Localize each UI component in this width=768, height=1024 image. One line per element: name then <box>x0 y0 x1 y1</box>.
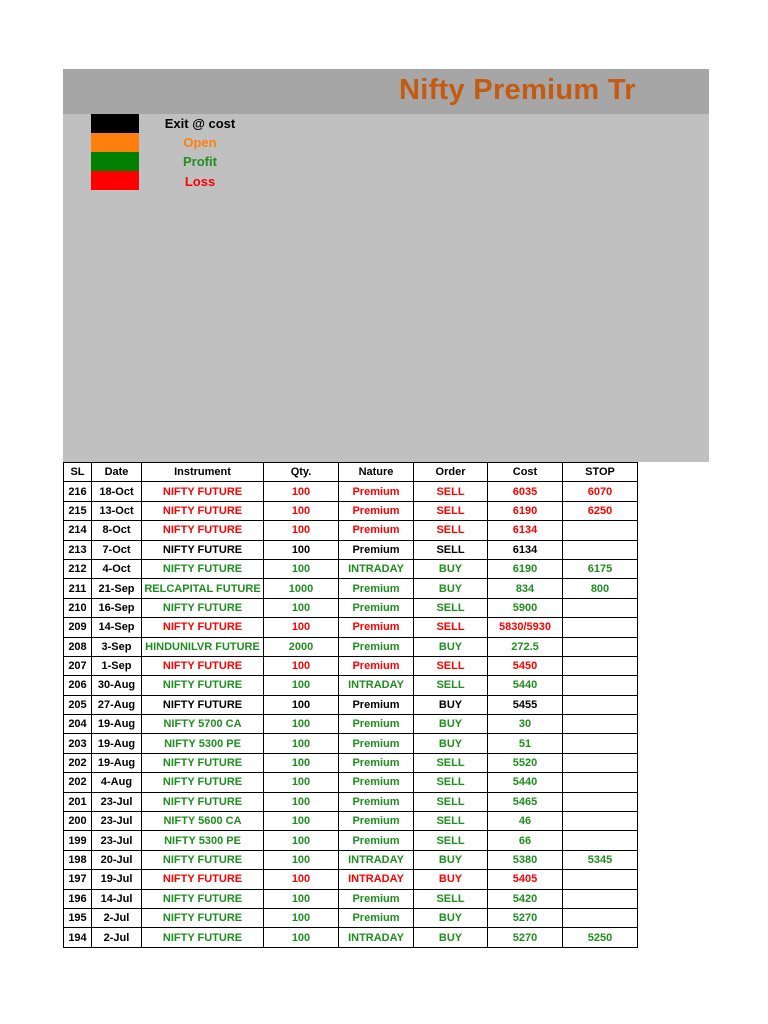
cell-sl: 211 <box>64 579 92 598</box>
cell-cost: 6035 <box>488 482 563 501</box>
cell-order: BUY <box>414 928 488 947</box>
cell-instrument: NIFTY FUTURE <box>142 656 264 675</box>
cell-nature: Premium <box>339 501 414 520</box>
cell-stop <box>563 812 638 831</box>
cell-qty: 100 <box>264 850 339 869</box>
cell-cost: 834 <box>488 579 563 598</box>
cell-qty: 100 <box>264 812 339 831</box>
cell-date: 23-Jul <box>92 812 142 831</box>
cell-qty: 100 <box>264 715 339 734</box>
cell-qty: 100 <box>264 676 339 695</box>
cell-stop: 800 <box>563 579 638 598</box>
cell-nature: Premium <box>339 579 414 598</box>
legend-swatch-profit <box>91 152 139 171</box>
cell-sl: 196 <box>64 889 92 908</box>
cell-cost: 5465 <box>488 792 563 811</box>
cell-qty: 100 <box>264 521 339 540</box>
legend-swatch-exit <box>91 114 139 133</box>
cell-nature: Premium <box>339 734 414 753</box>
table-row <box>64 889 638 908</box>
cell-nature: Premium <box>339 773 414 792</box>
table-row <box>64 850 638 869</box>
cell-instrument: NIFTY FUTURE <box>142 850 264 869</box>
cell-nature: Premium <box>339 637 414 656</box>
cell-sl: 200 <box>64 812 92 831</box>
cell-qty: 100 <box>264 870 339 889</box>
cell-order: BUY <box>414 637 488 656</box>
header-stop: STOP <box>563 463 638 482</box>
cell-stop <box>563 889 638 908</box>
cell-sl: 202 <box>64 773 92 792</box>
cell-date: 16-Sep <box>92 598 142 617</box>
cell-sl: 215 <box>64 501 92 520</box>
table-row <box>64 831 638 850</box>
cell-sl: 212 <box>64 559 92 578</box>
cell-sl: 216 <box>64 482 92 501</box>
cell-stop <box>563 734 638 753</box>
cell-cost: 6134 <box>488 540 563 559</box>
header-qty: Qty. <box>264 463 339 482</box>
cell-sl: 203 <box>64 734 92 753</box>
table-row <box>64 715 638 734</box>
cell-stop <box>563 715 638 734</box>
table-row <box>64 579 638 598</box>
cell-sl: 209 <box>64 618 92 637</box>
table-row <box>64 773 638 792</box>
cell-sl: 202 <box>64 753 92 772</box>
cell-stop: 6250 <box>563 501 638 520</box>
cell-cost: 6190 <box>488 501 563 520</box>
cell-instrument: NIFTY FUTURE <box>142 908 264 927</box>
cell-cost: 51 <box>488 734 563 753</box>
cell-nature: INTRADAY <box>339 928 414 947</box>
cell-nature: Premium <box>339 908 414 927</box>
cell-qty: 100 <box>264 501 339 520</box>
cell-sl: 195 <box>64 908 92 927</box>
cell-sl: 194 <box>64 928 92 947</box>
cell-instrument: NIFTY 5300 PE <box>142 734 264 753</box>
cell-date: 4-Aug <box>92 773 142 792</box>
cell-qty: 100 <box>264 695 339 714</box>
cell-stop: 5345 <box>563 850 638 869</box>
legend-label-profit: Profit <box>183 154 217 169</box>
table-header-row <box>64 463 638 482</box>
cell-qty: 100 <box>264 773 339 792</box>
page-title: Nifty Premium Tr <box>399 74 636 106</box>
cell-sl: 198 <box>64 850 92 869</box>
table-row <box>64 618 638 637</box>
cell-cost: 5440 <box>488 773 563 792</box>
legend-panel <box>63 114 709 462</box>
header-cost: Cost <box>488 463 563 482</box>
cell-instrument: NIFTY FUTURE <box>142 773 264 792</box>
cell-order: SELL <box>414 482 488 501</box>
cell-date: 7-Oct <box>92 540 142 559</box>
cell-stop <box>563 870 638 889</box>
cell-instrument: NIFTY 5700 CA <box>142 715 264 734</box>
cell-instrument: NIFTY 5600 CA <box>142 812 264 831</box>
cell-date: 4-Oct <box>92 559 142 578</box>
cell-cost: 5455 <box>488 695 563 714</box>
cell-date: 18-Oct <box>92 482 142 501</box>
legend-label-loss: Loss <box>184 174 216 189</box>
cell-nature: Premium <box>339 521 414 540</box>
cell-cost: 5270 <box>488 928 563 947</box>
cell-order: SELL <box>414 753 488 772</box>
cell-qty: 100 <box>264 753 339 772</box>
cell-order: SELL <box>414 792 488 811</box>
cell-cost: 5450 <box>488 656 563 675</box>
cell-sl: 197 <box>64 870 92 889</box>
table-row <box>64 908 638 927</box>
cell-date: 20-Jul <box>92 850 142 869</box>
cell-nature: Premium <box>339 889 414 908</box>
cell-nature: Premium <box>339 598 414 617</box>
cell-nature: Premium <box>339 618 414 637</box>
cell-date: 23-Jul <box>92 831 142 850</box>
cell-nature: Premium <box>339 540 414 559</box>
cell-stop <box>563 540 638 559</box>
cell-stop: 6070 <box>563 482 638 501</box>
cell-stop <box>563 656 638 675</box>
cell-qty: 1000 <box>264 579 339 598</box>
cell-nature: Premium <box>339 753 414 772</box>
cell-nature: INTRADAY <box>339 870 414 889</box>
cell-nature: INTRADAY <box>339 850 414 869</box>
cell-sl: 207 <box>64 656 92 675</box>
cell-qty: 100 <box>264 656 339 675</box>
cell-stop <box>563 831 638 850</box>
cell-stop: 6175 <box>563 559 638 578</box>
cell-cost: 5405 <box>488 870 563 889</box>
cell-sl: 214 <box>64 521 92 540</box>
cell-qty: 100 <box>264 889 339 908</box>
trades-table <box>63 462 638 948</box>
cell-date: 3-Sep <box>92 637 142 656</box>
cell-instrument: NIFTY FUTURE <box>142 792 264 811</box>
table-row <box>64 656 638 675</box>
cell-order: BUY <box>414 695 488 714</box>
cell-nature: Premium <box>339 792 414 811</box>
cell-qty: 100 <box>264 928 339 947</box>
cell-order: BUY <box>414 870 488 889</box>
cell-instrument: NIFTY FUTURE <box>142 928 264 947</box>
cell-date: 8-Oct <box>92 521 142 540</box>
cell-sl: 213 <box>64 540 92 559</box>
cell-sl: 210 <box>64 598 92 617</box>
cell-order: BUY <box>414 734 488 753</box>
cell-nature: Premium <box>339 715 414 734</box>
cell-cost: 6190 <box>488 559 563 578</box>
cell-cost: 5420 <box>488 889 563 908</box>
cell-order: SELL <box>414 773 488 792</box>
title-bar <box>63 69 709 114</box>
table-row <box>64 695 638 714</box>
cell-instrument: NIFTY 5300 PE <box>142 831 264 850</box>
cell-stop <box>563 637 638 656</box>
table-row <box>64 734 638 753</box>
cell-cost: 30 <box>488 715 563 734</box>
legend-swatch-loss <box>91 171 139 190</box>
cell-date: 19-Aug <box>92 715 142 734</box>
cell-qty: 100 <box>264 792 339 811</box>
cell-qty: 100 <box>264 482 339 501</box>
cell-date: 27-Aug <box>92 695 142 714</box>
cell-order: SELL <box>414 501 488 520</box>
cell-stop <box>563 753 638 772</box>
cell-sl: 201 <box>64 792 92 811</box>
cell-order: SELL <box>414 540 488 559</box>
cell-date: 13-Oct <box>92 501 142 520</box>
cell-order: SELL <box>414 676 488 695</box>
cell-instrument: RELCAPITAL FUTURE <box>142 579 264 598</box>
cell-instrument: NIFTY FUTURE <box>142 676 264 695</box>
cell-instrument: NIFTY FUTURE <box>142 482 264 501</box>
cell-qty: 100 <box>264 559 339 578</box>
cell-instrument: NIFTY FUTURE <box>142 753 264 772</box>
cell-stop <box>563 521 638 540</box>
cell-order: BUY <box>414 850 488 869</box>
table-row <box>64 598 638 617</box>
cell-qty: 100 <box>264 831 339 850</box>
cell-qty: 2000 <box>264 637 339 656</box>
cell-instrument: NIFTY FUTURE <box>142 870 264 889</box>
cell-date: 19-Jul <box>92 870 142 889</box>
cell-sl: 204 <box>64 715 92 734</box>
cell-date: 21-Sep <box>92 579 142 598</box>
header-date: Date <box>92 463 142 482</box>
table-row <box>64 559 638 578</box>
cell-date: 30-Aug <box>92 676 142 695</box>
cell-stop <box>563 598 638 617</box>
cell-date: 19-Aug <box>92 753 142 772</box>
cell-qty: 100 <box>264 540 339 559</box>
cell-nature: Premium <box>339 695 414 714</box>
cell-order: SELL <box>414 618 488 637</box>
cell-stop <box>563 773 638 792</box>
cell-cost: 5520 <box>488 753 563 772</box>
table-row <box>64 676 638 695</box>
cell-instrument: NIFTY FUTURE <box>142 618 264 637</box>
cell-sl: 205 <box>64 695 92 714</box>
cell-date: 1-Sep <box>92 656 142 675</box>
legend-swatch-open <box>91 133 139 152</box>
table-row <box>64 792 638 811</box>
cell-cost: 6134 <box>488 521 563 540</box>
header-order: Order <box>414 463 488 482</box>
table-row <box>64 753 638 772</box>
cell-cost: 272.5 <box>488 637 563 656</box>
cell-stop <box>563 908 638 927</box>
cell-stop <box>563 618 638 637</box>
cell-nature: Premium <box>339 656 414 675</box>
cell-sl: 208 <box>64 637 92 656</box>
header-instrument: Instrument <box>142 463 264 482</box>
cell-order: BUY <box>414 579 488 598</box>
cell-stop: 5250 <box>563 928 638 947</box>
cell-order: BUY <box>414 908 488 927</box>
cell-stop <box>563 695 638 714</box>
cell-order: SELL <box>414 521 488 540</box>
cell-cost: 5900 <box>488 598 563 617</box>
cell-sl: 206 <box>64 676 92 695</box>
legend-label-exit: Exit @ cost <box>164 116 236 131</box>
cell-date: 14-Sep <box>92 618 142 637</box>
cell-qty: 100 <box>264 618 339 637</box>
cell-order: BUY <box>414 715 488 734</box>
cell-instrument: NIFTY FUTURE <box>142 559 264 578</box>
cell-qty: 100 <box>264 734 339 753</box>
cell-sl: 199 <box>64 831 92 850</box>
cell-cost: 5380 <box>488 850 563 869</box>
cell-nature: Premium <box>339 482 414 501</box>
cell-order: BUY <box>414 559 488 578</box>
cell-date: 19-Aug <box>92 734 142 753</box>
cell-stop <box>563 792 638 811</box>
table-row <box>64 521 638 540</box>
cell-cost: 46 <box>488 812 563 831</box>
legend-label-open: Open <box>183 135 217 150</box>
cell-qty: 100 <box>264 908 339 927</box>
cell-order: SELL <box>414 831 488 850</box>
cell-nature: Premium <box>339 812 414 831</box>
cell-instrument: NIFTY FUTURE <box>142 540 264 559</box>
header-sl: SL <box>64 463 92 482</box>
cell-qty: 100 <box>264 598 339 617</box>
cell-order: SELL <box>414 812 488 831</box>
cell-nature: INTRADAY <box>339 559 414 578</box>
cell-instrument: NIFTY FUTURE <box>142 889 264 908</box>
cell-date: 2-Jul <box>92 928 142 947</box>
cell-nature: Premium <box>339 831 414 850</box>
header-nature: Nature <box>339 463 414 482</box>
cell-order: SELL <box>414 889 488 908</box>
cell-instrument: NIFTY FUTURE <box>142 521 264 540</box>
cell-cost: 5270 <box>488 908 563 927</box>
table-row <box>64 501 638 520</box>
cell-nature: INTRADAY <box>339 676 414 695</box>
cell-order: SELL <box>414 656 488 675</box>
cell-date: 23-Jul <box>92 792 142 811</box>
table-row <box>64 482 638 501</box>
cell-cost: 5830/5930 <box>488 618 563 637</box>
table-row <box>64 540 638 559</box>
cell-date: 2-Jul <box>92 908 142 927</box>
cell-instrument: NIFTY FUTURE <box>142 598 264 617</box>
cell-stop <box>563 676 638 695</box>
cell-instrument: HINDUNILVR FUTURE <box>142 637 264 656</box>
table-row <box>64 812 638 831</box>
table-row <box>64 928 638 947</box>
cell-date: 14-Jul <box>92 889 142 908</box>
cell-instrument: NIFTY FUTURE <box>142 695 264 714</box>
table-row <box>64 870 638 889</box>
table-row <box>64 637 638 656</box>
cell-instrument: NIFTY FUTURE <box>142 501 264 520</box>
cell-cost: 5440 <box>488 676 563 695</box>
cell-cost: 66 <box>488 831 563 850</box>
cell-order: SELL <box>414 598 488 617</box>
